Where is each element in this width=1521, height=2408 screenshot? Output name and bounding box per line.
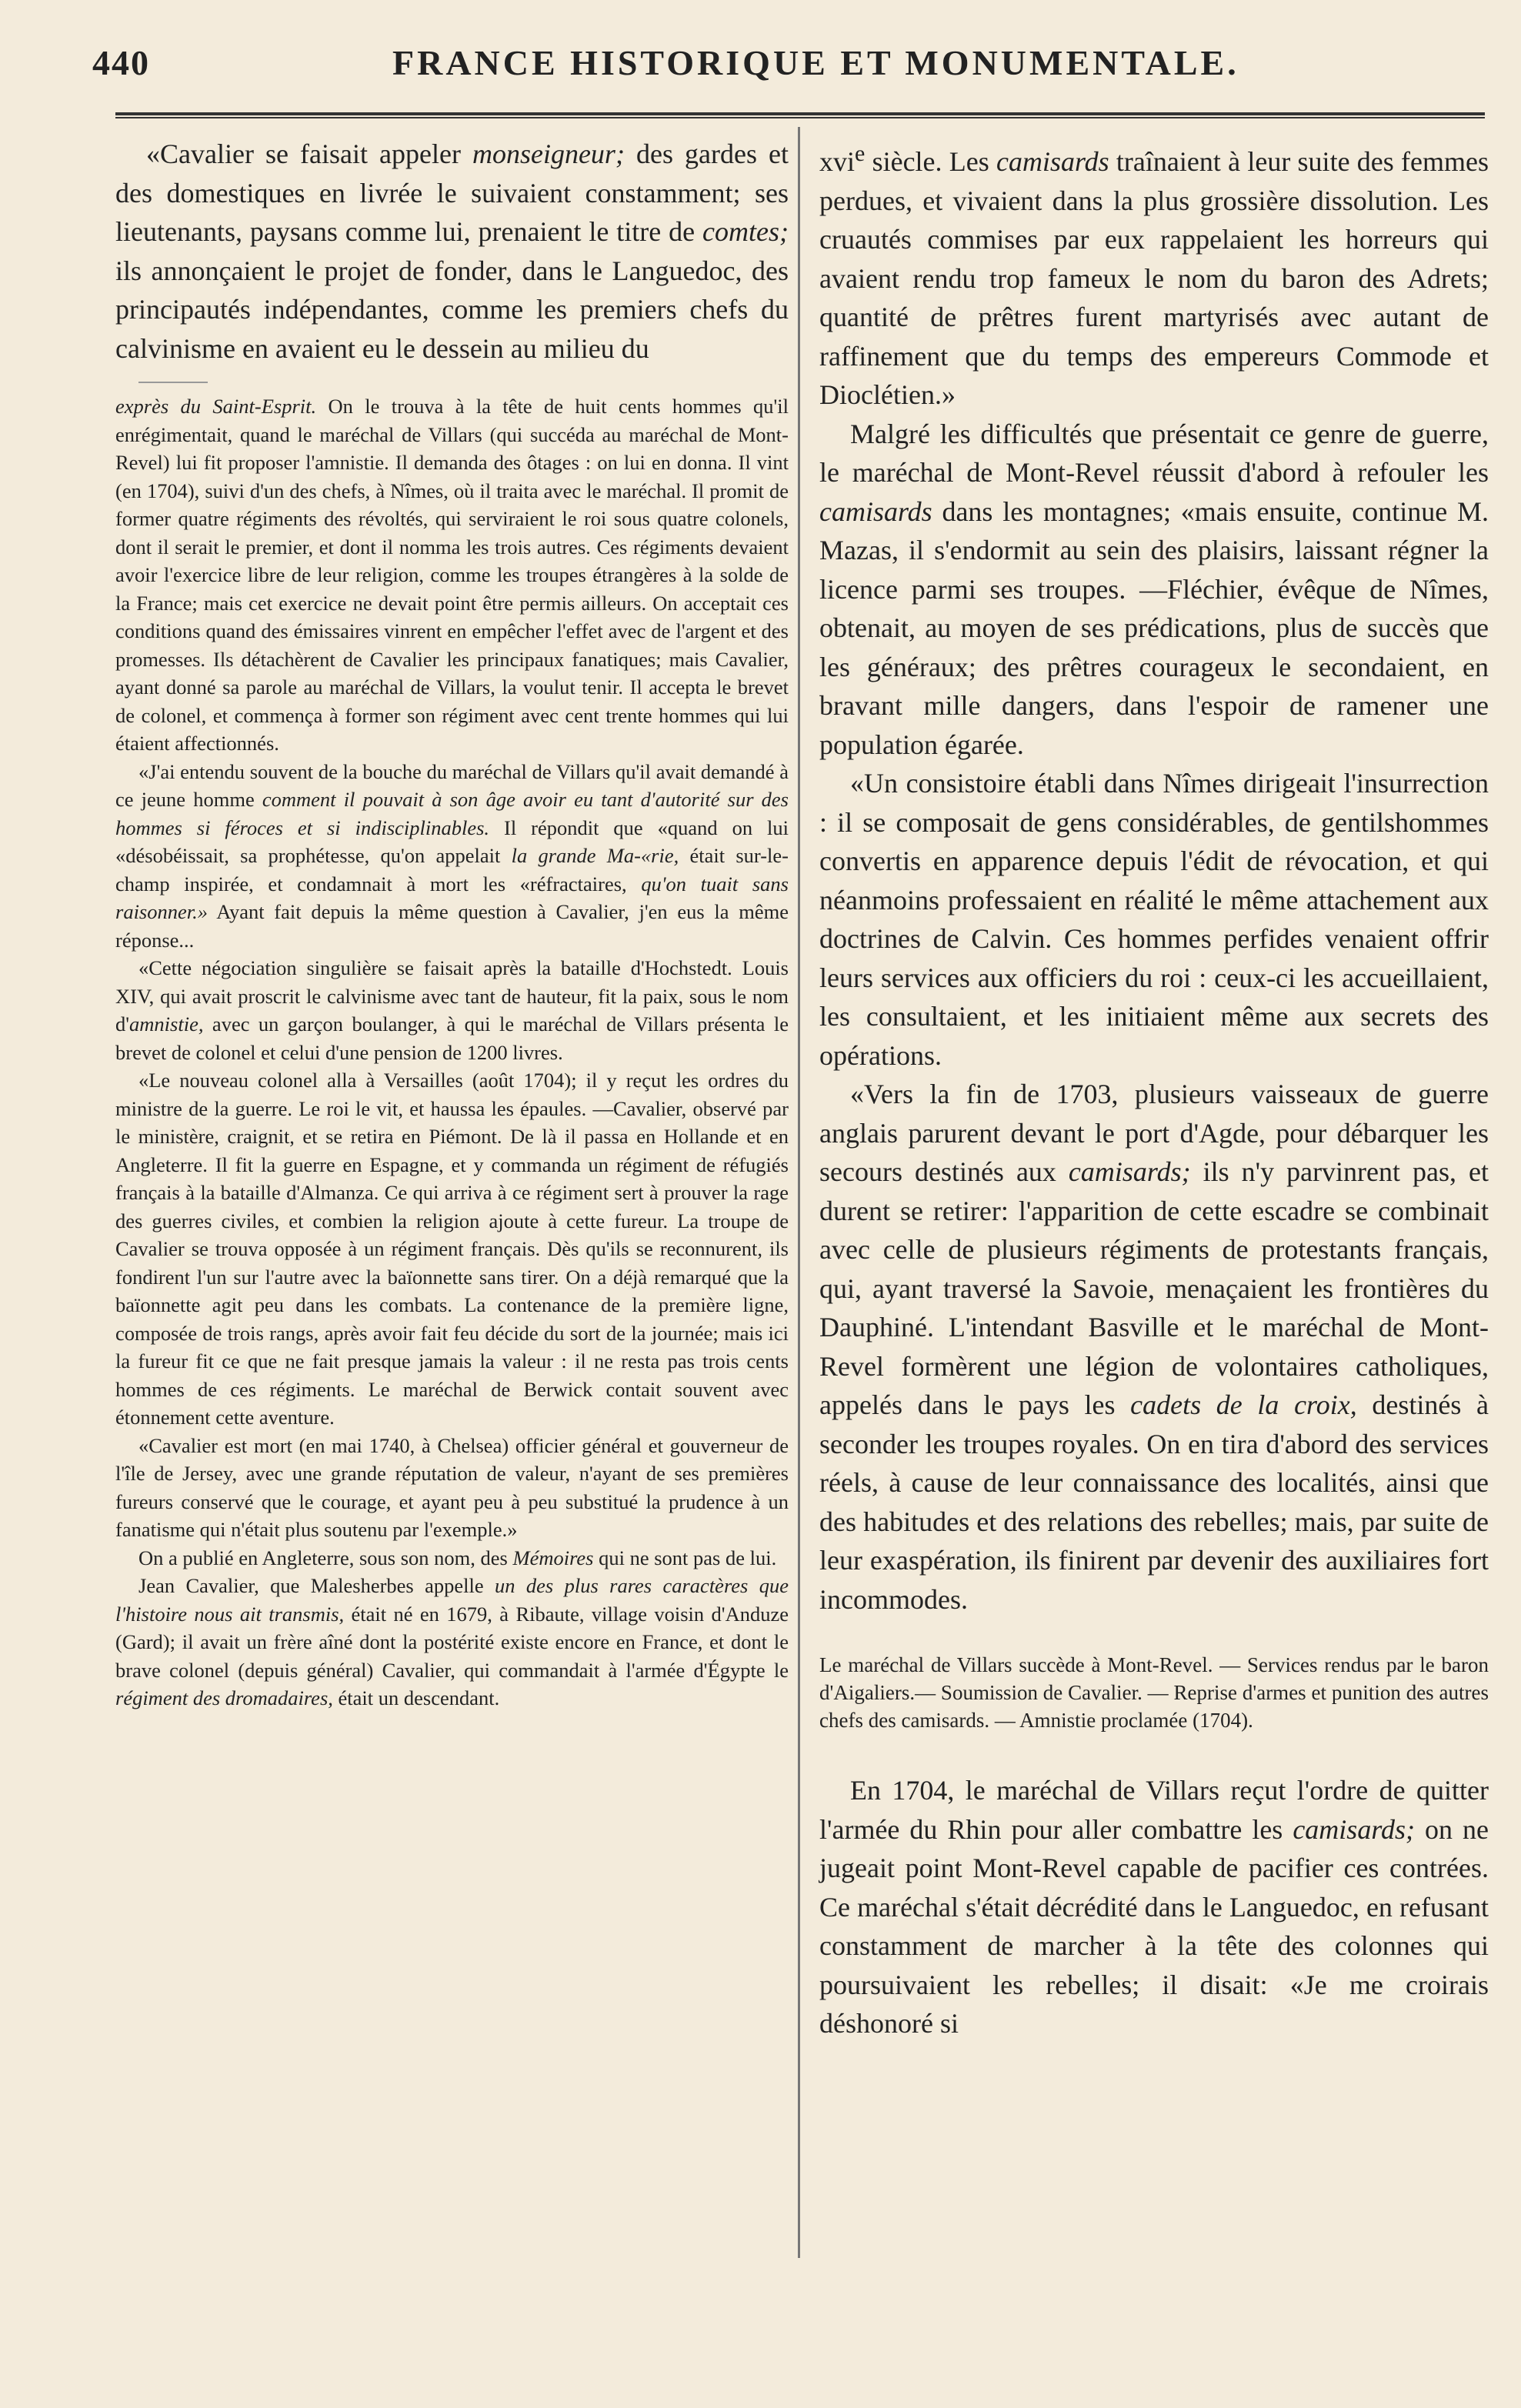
footnote-paragraph-3: «Cette négociation singulière se faisait après la bataille d'Hochstedt. Louis XIV, qui avait proscrit le calvinisme avec tant de hauteur, fit la paix, sous le nom d'amnistie, avec un garçon boulanger, à qui le maréchal de Villars présenta le brevet de colonel et celui d'une pension de 1200 livres.	[115, 956, 789, 1064]
right-column	[819, 135, 1489, 2043]
page-header	[92, 42, 1477, 96]
footnote-divider	[138, 382, 208, 383]
page-number: 440	[92, 43, 150, 82]
column-divider	[798, 127, 800, 2258]
right-main-text	[819, 135, 1489, 1619]
footnote-paragraph-7: Jean Cavalier, que Malesherbes appelle un des plus rares caractères que l'histoire nous ait transmis, était né en 1679, à Ribaute, village voisin d'Anduze (Gard); il avait un frère aîné dont la postérité existe encore en France, et dont le brave colonel (depuis général) Cavalier, qui commandait à l'armée d'Égypte le régiment des dromadaires, était un descendant.	[115, 1574, 789, 1709]
footnote-paragraph-4: «Le nouveau colonel alla à Versailles (août 1704); il y reçut les ordres du ministre de la guerre. Le roi le vit, et haussa les épaules. —Cavalier, observé par le ministère, craignit, et se retira en Piémont. De là il passa en Hollande et en Angleterre. Il fit la guerre en Espagne, et y commanda un régiment de réfugiés français à la bataille d'Almanza. Ce qui arriva à ce régiment sert à prouver la rage des guerres civiles, et combien la religion ajoute à cette fureur. La troupe de Cavalier se trouva opposée à un régiment français. Dès qu'ils se reconnurent, ils fondirent l'un sur l'autre avec la baïonnette sans tirer. On a déjà remarqué que la baïonnette agit peu dans les combats. La contenance de la première ligne, composée de trois rangs, après avoir fait feu décide du sort de la journée; mais ici la fureur fit ce que ne fait presque jamais la valeur : il ne resta pas trois cents hommes de ces régiments. Le maréchal de Berwick contait souvent avec étonnement cette aventure.	[115, 1069, 789, 1429]
footnote	[115, 392, 789, 1713]
footnote-paragraph-6: On a publié en Angleterre, sous son nom, des Mémoires qui ne sont pas de lui.	[138, 1546, 777, 1569]
header-rule	[115, 112, 1485, 115]
right-paragraph-1: xvi$^e$ siècle. Les camisards traînaient à leur suite des femmes perdues, et vivaient dans la plus grossière dissolution. Les cruautés commises par eux rappelaient les horreurs qui avaient rendu trop fameux le nom du baron des Adrets; quantité de prêtres furent martyrisés avec autant de raffinement que du temps des empereurs Commode et Dioclétien.»	[819, 141, 1489, 410]
right-paragraph-5: En 1704, le maréchal de Villars reçut l'ordre de quitter l'armée du Rhin pour aller combattre les camisards; on ne jugeait point Mont-Revel capable de pacifier ces contrées. Ce maréchal s'était décrédité dans le Languedoc, en refusant constamment de marcher à la tête des colonnes qui poursuivaient les rebelles; il disait: «Je me croirais déshonoré si	[819, 1775, 1489, 2039]
header-rule-thin	[115, 117, 1485, 118]
chapter-summary-text: Le maréchal de Villars succède à Mont-Revel. — Services rendus par le baron d'Aigaliers.— Soumission de Cavalier. — Reprise d'armes et punition des autres chefs des camisards. — Amnistie proclamée (1704).	[819, 1653, 1489, 1732]
left-paragraph-1: «Cavalier se faisait appeler monseigneur; des gardes et des domestiques en livrée le suivaient constamment; ses lieutenants, paysans comme lui, prenaient le titre de comtes; ils annonçaient le projet de fonder, dans le Languedoc, des principautés indépendantes, comme les premiers chefs du calvinisme en avaient eu le dessein au milieu du	[115, 138, 789, 364]
right-paragraph-2: Malgré les difficultés que présentait ce genre de guerre, le maréchal de Mont-Revel réussit d'abord à refouler les camisards dans les montagnes; «mais ensuite, continue M. Mazas, il s'endormit au sein des plaisirs, laissant régner la licence parmi ses troupes. —Fléchier, évêque de Nîmes, obtenait, au moyen de ses prédications, plus de succès que les généraux; des prêtres courageux le secondaient, en bravant mille dangers, dans l'espoir de ramener une population égarée.	[819, 418, 1489, 760]
chapter-summary	[819, 1651, 1489, 1734]
running-title: FRANCE HISTORIQUE ET MONUMENTALE.	[392, 43, 1239, 82]
right-main-text-2	[819, 1771, 1489, 2043]
right-paragraph-4: «Vers la fin de 1703, plusieurs vaisseaux de guerre anglais parurent devant le port d'Agde, pour débarquer les secours destinés aux camisards; ils n'y parvinrent pas, et durent se retirer: l'apparition de cette escadre se combinait avec celle de plusieurs régiments de protestants français, qui, ayant traversé la Savoie, menaçaient les frontières du Dauphiné. L'intendant Basville et le maréchal de Mont-Revel formèrent une légion de volontaires catholiques, appelés dans le pays les cadets de la croix, destinés à seconder les troupes royales. On en tira d'abord des services réels, à cause de leur connaissance des localités, ainsi que des habitudes et des relations des rebelles; mais, par suite de leur exaspération, ils finirent par devenir des auxiliaires fort incommodes.	[819, 1079, 1489, 1615]
right-paragraph-3: «Un consistoire établi dans Nîmes dirigeait l'insurrection : il se composait de gens considérables, de gentilshommes convertis en apparence depuis l'édit de révocation, et qui néanmoins professaient en réalité le même attachement aux doctrines de Calvin. Ces hommes perfides venaient offrir leurs services aux officiers du roi : ceux-ci les accueillaient, les consultaient, et les initiaient même aux secrets des opérations.	[819, 768, 1489, 1071]
footnote-paragraph-2: «J'ai entendu souvent de la bouche du maréchal de Villars qu'il avait demandé à ce jeune homme comment il pouvait à son âge avoir eu tant d'autorité sur des hommes si féroces et si indisciplinables. Il répondit que «quand on lui «désobéissait, sa prophétesse, qu'on appelait la grande Ma-«rie, était sur-le-champ inspirée, et condamnait à mort les «réfractaires, qu'on tuait sans raisonner.» Ayant fait depuis la même question à Cavalier, j'en eus la même réponse...	[115, 759, 789, 952]
left-column	[115, 135, 789, 1713]
footnote-paragraph-5: «Cavalier est mort (en mai 1740, à Chelsea) officier général et gouverneur de l'île de Jersey, avec une grande réputation de valeur, n'ayant de ses premières fureurs conservé que le courage, et ayant peu à peu substitué la prudence à un fanatisme qui n'était plus soutenu par l'exemple.»	[115, 1433, 789, 1541]
footnote-paragraph-1: exprès du Saint-Esprit. On le trouva à la tête de huit cents hommes qu'il enrégimentait, quand le maréchal de Villars (qui succéda au maréchal de Mont-Revel) lui fit proposer l'amnistie. Il demanda des ôtages : on lui en donna. Il vint (en 1704), suivi d'un des chefs, à Nîmes, où il traita avec le maréchal. Il promit de former quatre régiments des révoltés, qui serviraient le roi sous quatre colonels, dont il serait le premier, et dont il nomma les trois autres. Ces régiments devaient avoir l'exercice libre de leur religion, comme les troupes étrangères à la solde de la France; mais cet exercice ne devait point être permis ailleurs. On acceptait ces conditions quand des émissaires vinrent en empêcher l'effet avec de l'argent et des promesses. Ils détachèrent de Cavalier les principaux fanatiques; mais Cavalier, ayant donné sa parole au maréchal de Villars, la voulut tenir. Il accepta le brevet de colonel, et commença à former son régiment avec cent trente hommes qui lui étaient affectionnés.	[115, 395, 789, 755]
left-main-text	[115, 135, 789, 368]
